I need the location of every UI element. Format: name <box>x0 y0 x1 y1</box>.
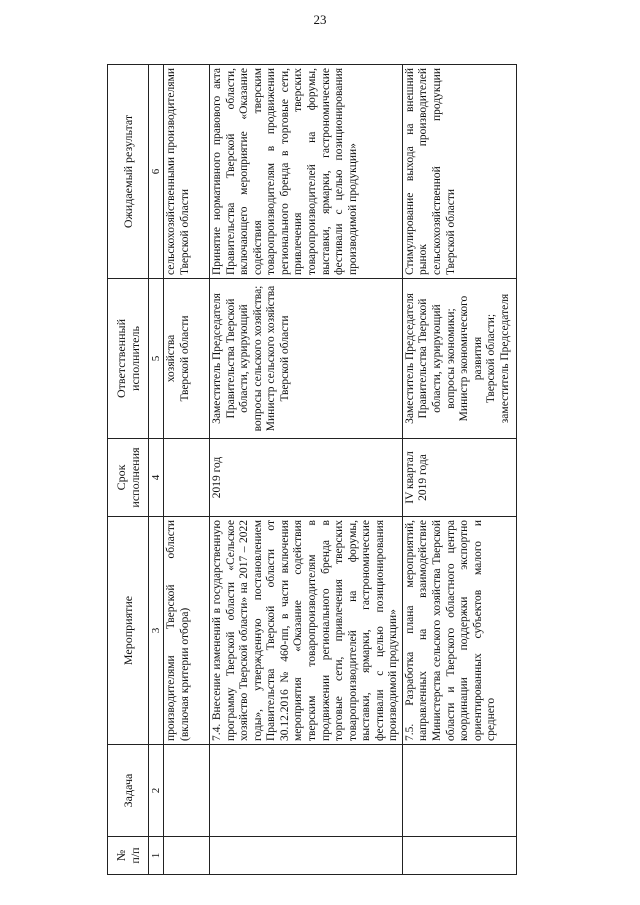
header-term: Срок исполнения <box>108 439 149 517</box>
measure-cell: 7.5. Разработка плана мероприятий, направленных на взаимодействие Министерства сельского хозяйства Тверской области и Тверского областного центра координации поддержки экспортно ориентированных субъектов малого и среднего <box>402 517 516 745</box>
task-cell <box>210 745 403 837</box>
table-header-row <box>108 65 149 875</box>
action-plan-table-wrapper <box>107 65 517 875</box>
result-cell: Стимулирование выхода на внешний рынок производителей сельскохозяйственной продукции Тверской области <box>402 65 516 279</box>
term-cell <box>164 439 210 517</box>
row-number-cell <box>402 837 516 875</box>
column-number: 2 <box>149 745 164 837</box>
responsible-cell: Заместитель Председателя Правительства Тверской области, курирующий вопросы сельского хозяйства; Министр сельского хозяйства Тверской области <box>210 279 403 439</box>
table-row <box>210 65 403 875</box>
column-number: 4 <box>149 439 164 517</box>
measure-cell: производителями Тверской области (включая критерии отбора) <box>164 517 210 745</box>
measure-cell: 7.4. Внесение изменений в государственную программу Тверской области «Сельское хозяйство Тверской области» на 2017 – 2022 годы», утвержденную постановлением Правительства Тверской области от 30.12.2016 № 460-пп, в части включения мероприятия «Оказание содействия тверским товаропроизводителям в продвижении регионального бренда в торговые сети, привлечения тверских товаропроизводителей на форумы, выставки, ярмарки, гастрономические фестивали с целью позиционирования производимой продукции» <box>210 517 403 745</box>
column-number: 5 <box>149 279 164 439</box>
task-cell <box>402 745 516 837</box>
column-number: 6 <box>149 65 164 279</box>
column-number: 3 <box>149 517 164 745</box>
result-cell: сельскохозяйственными производителями Тверской области <box>164 65 210 279</box>
header-responsible: Ответственный исполнитель <box>108 279 149 439</box>
task-cell <box>164 745 210 837</box>
header-measure: Мероприятие <box>108 517 149 745</box>
table-row <box>402 65 516 875</box>
result-cell: Принятие нормативного правового акта Правительства Тверской области, включающего мероприятие «Оказание содействия тверским товаропроизводителям в продвижении регионального бренда в торговые сети, привлечения тверских товаропроизводителей на форумы, выставки, ярмарки, гастрономические фестивали с целью позиционирования производимой продукции» <box>210 65 403 279</box>
term-cell: 2019 год <box>210 439 403 517</box>
responsible-cell: хозяйства Тверской области <box>164 279 210 439</box>
header-task: Задача <box>108 745 149 837</box>
header-number: № п/п <box>108 837 149 875</box>
row-number-cell <box>164 837 210 875</box>
action-plan-table <box>107 64 517 875</box>
header-result: Ожидаемый результат <box>108 65 149 279</box>
table-row <box>164 65 210 875</box>
column-number: 1 <box>149 837 164 875</box>
row-number-cell <box>210 837 403 875</box>
page-number: 23 <box>313 12 327 27</box>
responsible-cell: Заместитель Председателя Правительства Тверской области, курирующий вопросы экономики; Министр экономического развития Тверской области; заместитель Председателя <box>402 279 516 439</box>
term-cell: IV квартал 2019 года <box>402 439 516 517</box>
column-number-row <box>149 65 164 875</box>
